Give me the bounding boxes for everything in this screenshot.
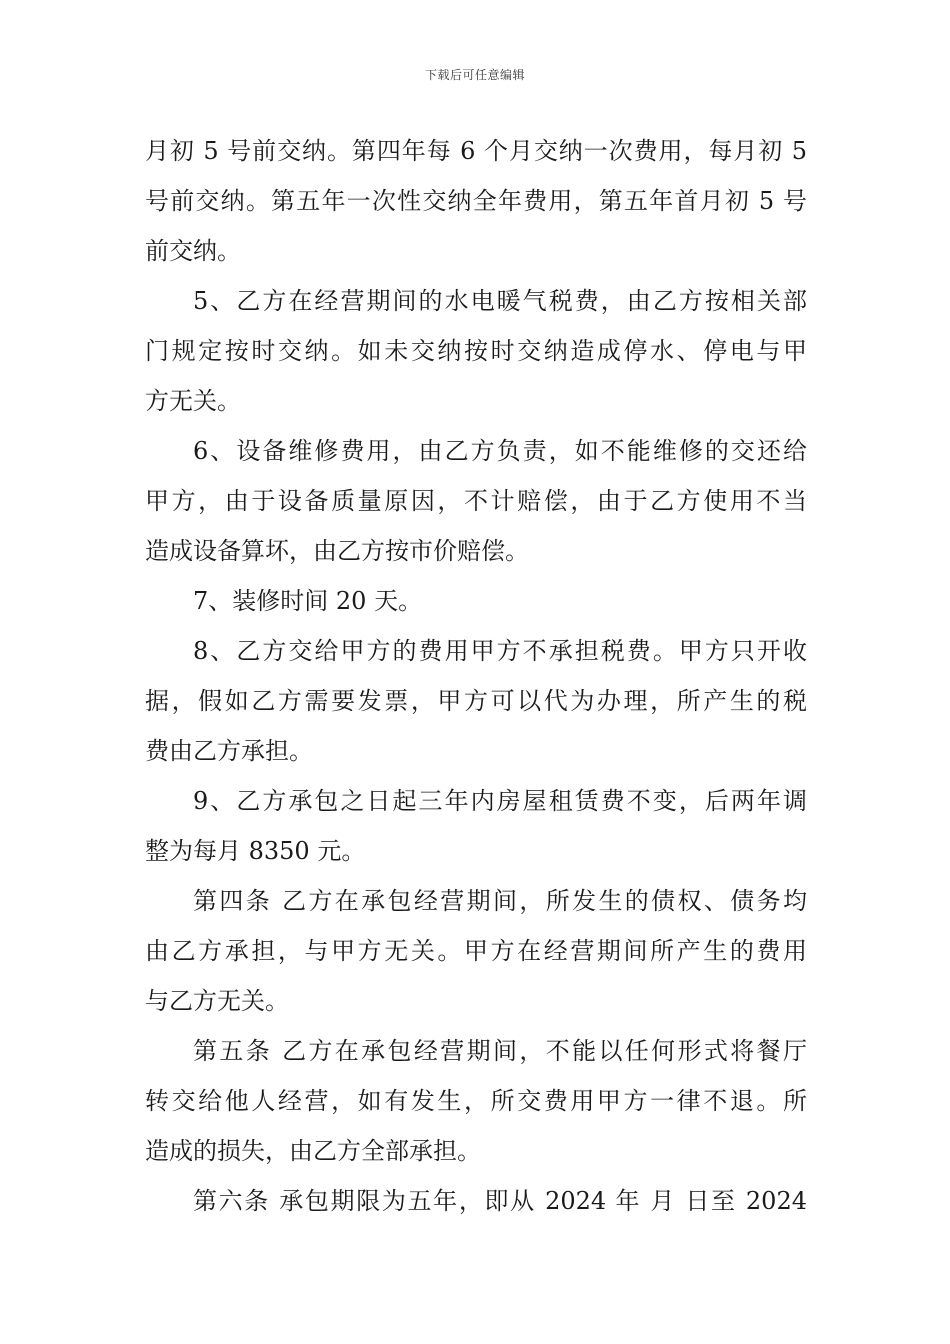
text-line: 号前交纳。第五年一次性交纳全年费用，第五年首月初 5 号 — [145, 187, 807, 215]
text-line: 门规定按时交纳。如未交纳按时交纳造成停水、停电与甲 — [145, 337, 807, 365]
text-line: 前交纳。 — [145, 237, 241, 265]
text-line: 第四条 乙方在承包经营期间，所发生的债权、债务均 — [193, 887, 807, 915]
text-line: 造成的损失，由乙方全部承担。 — [145, 1137, 481, 1165]
text-line: 7、装修时间 20 天。 — [193, 587, 423, 615]
text-line: 与乙方无关。 — [145, 987, 289, 1015]
text-line: 第五条 乙方在承包经营期间，不能以任何形式将餐厅 — [193, 1037, 807, 1065]
text-line: 9、乙方承包之日起三年内房屋租赁费不变，后两年调 — [193, 787, 807, 815]
text-line: 由乙方承担，与甲方无关。甲方在经营期间所产生的费用 — [145, 937, 807, 965]
text-line: 8、乙方交给甲方的费用甲方不承担税费。甲方只开收 — [193, 637, 807, 665]
text-line: 转交给他人经营，如有发生，所交费用甲方一律不退。所 — [145, 1087, 807, 1115]
text-line: 5、乙方在经营期间的水电暖气税费，由乙方按相关部 — [193, 287, 807, 315]
text-line: 第六条 承包期限为五年，即从 2024 年 月 日至 2024 — [193, 1187, 807, 1215]
text-line: 造成设备算坏，由乙方按市价赔偿。 — [145, 537, 529, 565]
text-line: 费由乙方承担。 — [145, 737, 313, 765]
page-header: 下载后可任意编辑 — [424, 68, 525, 82]
text-line: 据，假如乙方需要发票，甲方可以代为办理，所产生的税 — [145, 687, 807, 715]
text-line: 方无关。 — [145, 387, 241, 415]
text-line: 整为每月 8350 元。 — [145, 837, 366, 865]
text-line: 甲方，由于设备质量原因，不计赔偿，由于乙方使用不当 — [145, 487, 807, 515]
document-body — [145, 126, 807, 1226]
text-line: 6、设备维修费用，由乙方负责，如不能维修的交还给 — [193, 437, 807, 465]
text-line: 月初 5 号前交纳。第四年每 6 个月交纳一次费用，每月初 5 — [145, 137, 807, 165]
